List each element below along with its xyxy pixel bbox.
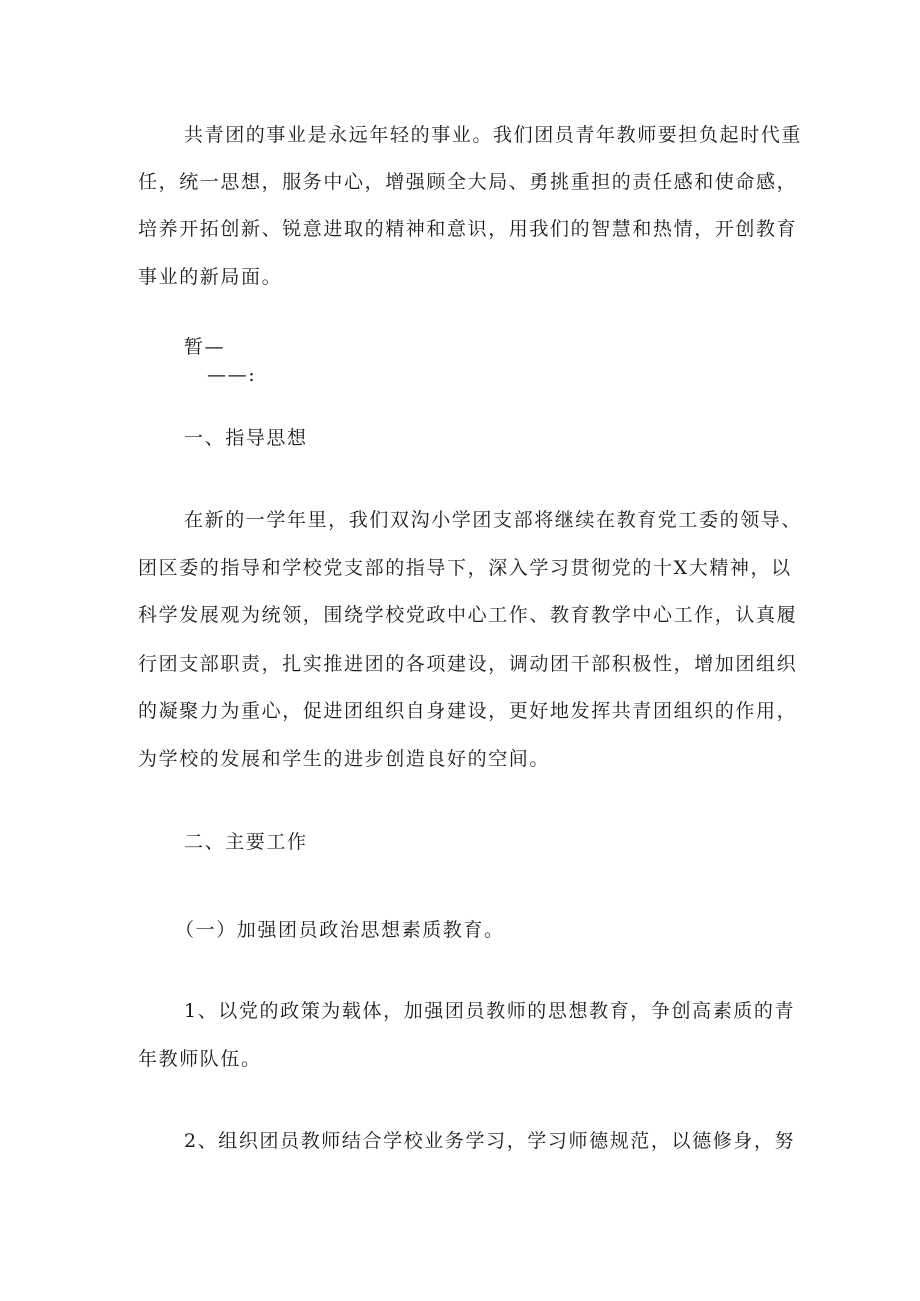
section1-line-5: 的凝聚力为重心，促进团组织自身建设，更好地发挥共青团组织的作用，	[138, 700, 798, 722]
item1-line-1: 1、以党的政策为载体，加强团员教师的思想教育，争创高素质的青	[184, 1000, 796, 1022]
intro-line-1: 共青团的事业是永远年轻的事业。我们团员青年教师要担负起时代重	[184, 124, 803, 146]
intro-line-2: 任，统一思想，服务中心，增强顾全大局、勇挑重担的责任感和使命感，	[138, 171, 798, 193]
section1-line-3: 科学发展观为统领，围绕学校党政中心工作、教育教学中心工作，认真履	[138, 604, 798, 626]
item1-line-2: 年教师队伍。	[138, 1048, 262, 1070]
section1-line-1: 在新的一学年里，我们双沟小学团支部将继续在教育党工委的领导、	[184, 509, 803, 531]
fragment-line-2: ——:	[207, 364, 257, 386]
intro-line-4: 事业的新局面。	[138, 266, 283, 288]
section1-line-6: 为学校的发展和学生的进步创造良好的空间。	[138, 748, 551, 770]
fragment-line-1: 暂—	[184, 336, 226, 358]
item2-line-1: 2、组织团员教师结合学校业务学习，学习师德规范，以德修身，努	[184, 1130, 796, 1152]
section1-heading: 一、指导思想	[184, 427, 308, 449]
section2-subheading: （一）加强团员政治思想素质教育。	[175, 919, 505, 941]
section1-line-4: 行团支部职责，扎实推进团的各项建设，调动团干部积极性，增加团组织	[138, 653, 798, 675]
section1-line-2: 团区委的指导和学校党支部的指导下，深入学习贯彻党的十X大精神，以	[138, 557, 792, 579]
section2-heading: 二、主要工作	[184, 831, 308, 853]
intro-line-3: 培养开拓创新、锐意进取的精神和意识，用我们的智慧和热情，开创教育	[138, 218, 798, 240]
